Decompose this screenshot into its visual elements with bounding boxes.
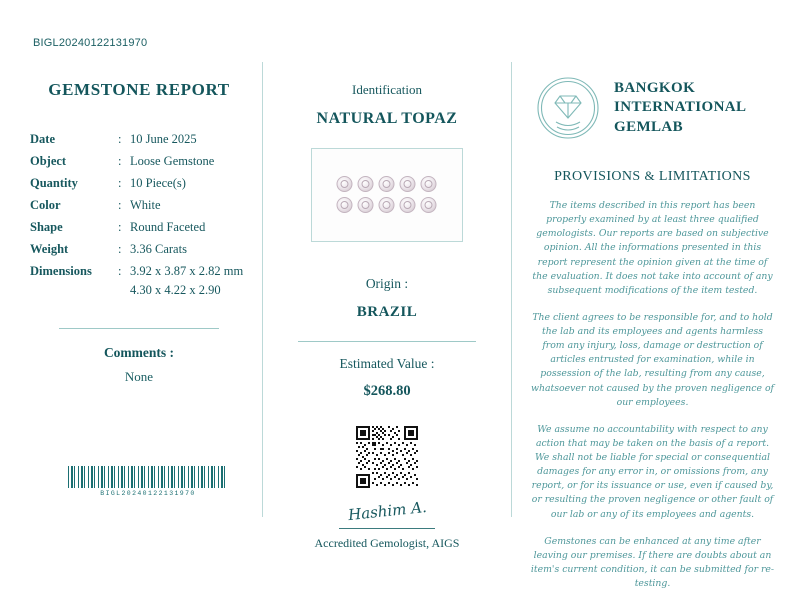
gemlab-logo-icon [530,70,606,146]
origin-value: BRAZIL [356,304,418,320]
table-row [30,216,248,238]
gem-icon [379,197,395,213]
spec-label-color: Color [30,197,61,212]
provisions-paragraph: We assume no accountability with respect to any action that may be taken on the basis of a report. We shall not be liable for special or consequential damages for any error in, or omissions from, any report, or for its issuance or use, even if caused by, or resulting the proven negligence or other fault of our lab or any of its employees and agents. [531,423,774,520]
barcode-block [68,466,228,497]
provisions-title [530,168,775,185]
divider [59,328,219,329]
accredited-gemologist-label: Accredited Gemologist, AIGS [314,536,460,550]
spec-label-quantity: Quantity [30,175,78,190]
comments-label: Comments : [103,345,175,360]
table-row [30,238,248,260]
spec-colon: : [118,263,122,278]
barcode-label: BIGL20240122131970 [100,490,196,497]
spec-label-date: Date [30,131,55,146]
table-row [30,260,248,282]
origin-label: Origin : [365,276,409,291]
barcode-icon [68,466,228,488]
gem-icon [400,197,416,213]
provisions-body [530,199,775,591]
table-row [30,194,248,216]
qr-code-icon[interactable] [356,426,418,488]
comments-value: None [124,369,154,384]
spec-label-weight: Weight [30,241,69,256]
spec-colon: : [118,241,122,256]
spec-label-shape: Shape [30,219,63,234]
brand-header [530,70,775,146]
gem-icon [379,176,395,192]
gemstone-photo [311,148,463,242]
spec-value-object: Loose Gemstone [130,153,215,168]
gem-icon [421,197,437,213]
identification-label: Identification [351,82,423,97]
gem-grid [337,176,438,214]
provisions-paragraph: Gemstones can be enhanced at any time after leaving our premises. If there are doubts about an item's current condition, it can be submitted for re-testing. [530,535,775,589]
provisions-paragraph: The client agrees to be responsible for, and to hold the lab and its employees and agents harmless from any injury, loss, damage or destruction of articles entrusted for examination, while in possession of the lab, resulting from any cause, whatsoever not caused by the proven negligence of our employees. [531,311,774,408]
spec-value-color: White [130,197,161,212]
signature-line [339,528,435,529]
gem-icon [400,176,416,192]
divider [298,341,476,342]
provisions-title-amp: & [644,168,656,183]
gem-icon [421,176,437,192]
spec-colon: : [118,131,122,146]
right-column [512,62,775,589]
estimated-value-amount: $268.80 [363,383,411,399]
certificate-columns [30,62,775,589]
gemstone-specs-table [30,128,248,282]
brand-name: BANGKOK INTERNATIONAL GEMLAB [614,80,746,135]
provisions-paragraph: The items described in this report has been properly examined by at least three qualified gemologists. Our reports are based on subjective opinion. All the informations presented in this report represent the opinion given at the time of the evaluation. It does not take into account of any subsequent modifications of the item tested. [532,200,773,296]
gem-icon [337,176,353,192]
middle-column [262,62,512,550]
spec-colon: : [118,219,122,234]
provisions-title-post: LIMITATIONS [655,169,751,184]
spec-label-object: Object [30,153,67,168]
gem-icon [358,176,374,192]
stone-name: NATURAL TOPAZ [316,110,458,127]
gem-icon [358,197,374,213]
spec-colon: : [118,175,122,190]
left-column [30,62,262,517]
dimensions-second-line: 4.30 x 4.22 x 2.90 [130,283,221,297]
spec-colon: : [118,197,122,212]
spec-value-weight: 3.36 Carats [130,241,187,256]
estimated-value-label: Estimated Value : [339,356,435,371]
report-id: BIGL20240122131970 [33,37,148,49]
gem-icon [337,197,353,213]
spec-value-quantity: 10 Piece(s) [130,175,186,190]
spec-value-dimensions: 3.92 x 3.87 x 2.82 mm [130,263,244,278]
page-title: GEMSTONE REPORT [48,80,230,99]
signature [327,497,447,528]
spec-label-dimensions: Dimensions [30,263,92,278]
spec-value-date: 10 June 2025 [130,131,197,146]
signature-text: Hashim A. [346,497,428,525]
table-row [30,150,248,172]
provisions-title-pre: PROVISIONS [554,169,645,184]
table-row [30,172,248,194]
spec-value-shape: Round Faceted [130,219,206,234]
spec-colon: : [118,153,122,168]
table-row [30,128,248,150]
